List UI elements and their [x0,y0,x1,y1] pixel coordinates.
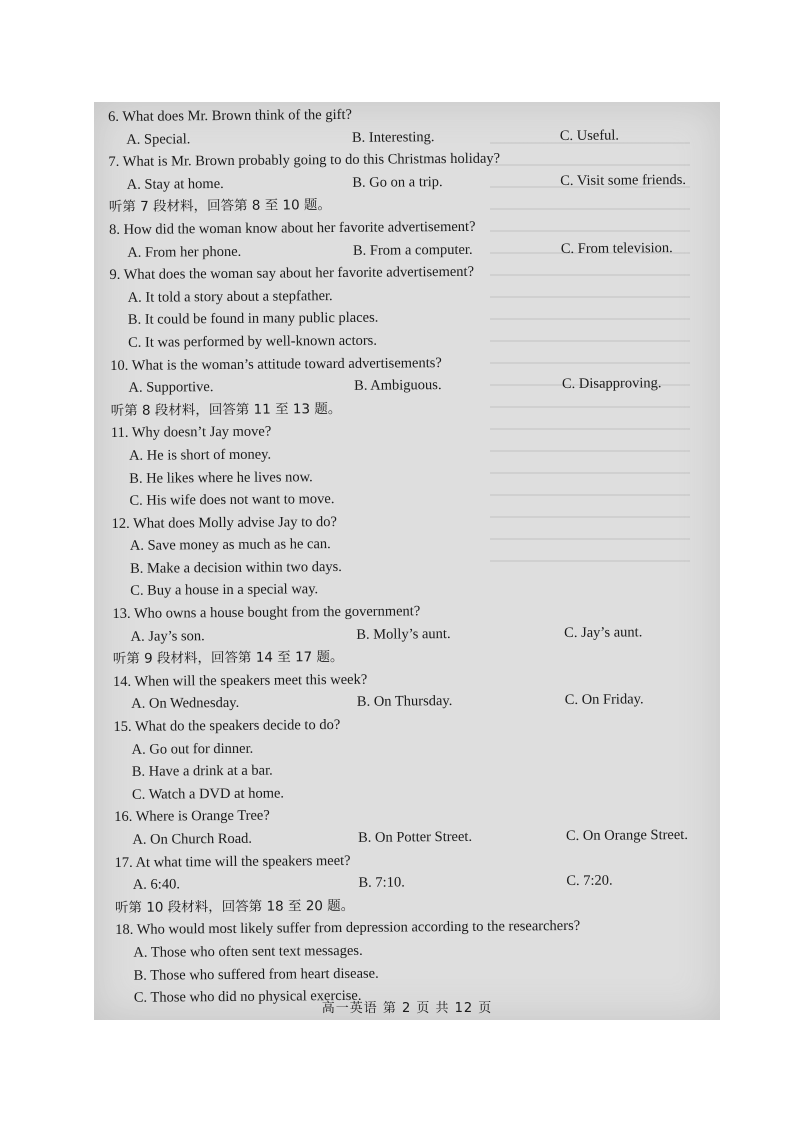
answer-option-a: A. Supportive. [128,379,214,396]
answer-option: B. Make a decision within two days. [129,558,342,577]
exam-page [94,102,720,1020]
answer-option-a: A. On Church Road. [132,830,253,848]
answer-option-a: A. 6:40. [132,876,180,894]
page-footer: 高一英语 第 2 页 共 12 页 [321,1001,493,1016]
answer-option-a: A. Jay’s son. [130,627,205,645]
answer-option: A. Save money as much as he can. [129,536,331,555]
answer-option-c: C. On Orange Street. [565,826,689,845]
question-text: 13. Who owns a house bought from the government? [112,603,421,623]
question-text: 7. What is Mr. Brown probably going to do this Christmas holiday? [108,150,501,171]
answer-option: A. He is short of money. [128,446,272,464]
question-text: 6. What does Mr. Brown think of the gift? [108,106,352,125]
answer-option-c: C. From television. [560,239,673,257]
answer-option-c: C. On Friday. [564,691,644,709]
answer-option-b: B. 7:10. [358,874,405,892]
answer-option-b: B. Interesting. [351,128,435,146]
answer-option-c: C. Disapproving. [561,375,662,393]
question-text: 15. What do the speakers decide to do? [113,717,341,736]
section-instruction: 听第 7 段材料，回答第 8 至 10 题。 [108,197,332,216]
question-text: 12. What does Molly advise Jay to do? [111,513,337,532]
answer-option: C. Those who did no physical exercise. [133,987,362,1006]
answer-option-b: B. From a computer. [352,241,473,259]
question-text: 10. What is the woman’s attitude toward advertisements? [110,354,442,374]
answer-option-c: C. Visit some friends. [560,171,687,189]
question-text: 17. At what time will the speakers meet? [114,852,351,871]
answer-option-c: C. Jay’s aunt. [564,624,643,641]
question-list [108,102,716,1010]
answer-option-c: C. 7:20. [566,872,613,890]
answer-option: B. He likes where he lives now. [129,468,313,487]
question-text: 14. When will the speakers meet this week? [112,671,368,690]
question-text: 9. What does the woman say about her favorite advertisement? [109,263,475,284]
answer-option-c: C. Useful. [559,127,620,144]
answer-option: A. Go out for dinner. [131,740,254,758]
answer-option: C. His wife does not want to move. [129,491,335,509]
answer-option-a: A. On Wednesday. [131,695,240,713]
answer-option-b: B. On Potter Street. [357,828,473,846]
answer-option-a: A. Stay at home. [126,175,224,193]
answer-option-b: B. Ambiguous. [354,377,442,394]
section-instruction: 听第 9 段材料，回答第 14 至 17 题。 [112,649,344,668]
answer-option: C. It was performed by well-known actors. [127,332,377,351]
answer-option: C. Buy a house in a special way. [130,581,319,600]
answer-option: C. Watch a DVD at home. [131,785,285,803]
answer-option-b: B. Go on a trip. [352,173,443,191]
answer-option: A. It told a story about a stepfather. [127,287,333,306]
question-text: 8. How did the woman know about her favorite advertisement? [109,218,476,238]
section-instruction: 听第 10 段材料，回答第 18 至 20 题。 [114,897,355,916]
question-text: 11. Why doesn’t Jay move? [110,423,272,442]
section-instruction: 听第 8 段材料，回答第 11 至 13 题。 [110,400,342,419]
answer-option: B. Have a drink at a bar. [131,762,273,781]
answer-option-a: A. Special. [126,130,191,148]
answer-option-b: B. Molly’s aunt. [356,625,451,643]
answer-option: A. Those who often sent text messages. [133,942,363,961]
question-text: 18. Who would most likely suffer from depression according to the researchers? [115,918,581,939]
answer-option-b: B. On Thursday. [356,693,453,711]
question-text: 16. Where is Orange Tree? [114,808,270,826]
answer-option-a: A. From her phone. [127,243,242,261]
answer-option: B. Those who suffered from heart disease. [133,965,379,984]
answer-option: B. It could be found in many public places. [127,309,379,329]
